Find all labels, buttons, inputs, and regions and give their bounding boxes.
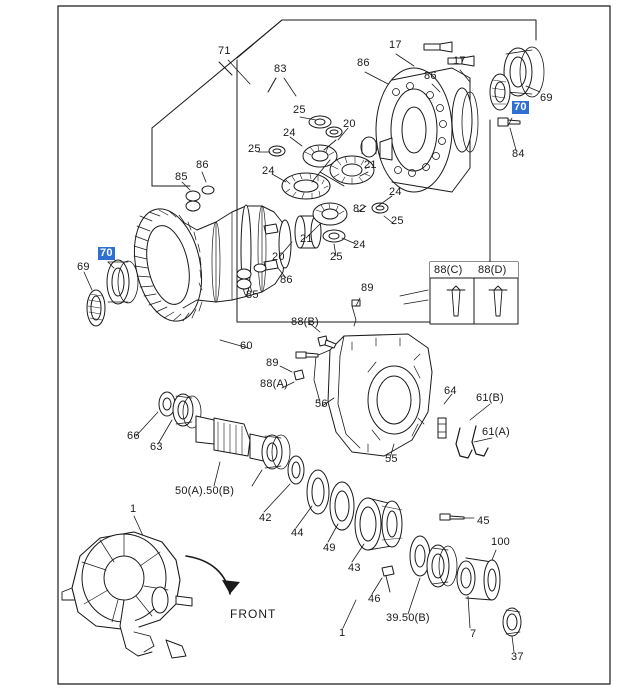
callout-45: 45 (477, 515, 490, 527)
callout-25-a: 25 (293, 104, 306, 116)
callout-61b: 61(B) (476, 392, 504, 404)
callout-55: 55 (385, 453, 398, 465)
callout-20-b: 20 (272, 251, 285, 263)
callout-46: 46 (368, 593, 381, 605)
callout-7: 7 (470, 628, 477, 640)
callout-69-b: 69 (77, 261, 90, 273)
callout-49: 49 (323, 542, 336, 554)
callout-82: 82 (353, 203, 366, 215)
callout-70-b: 70 (100, 247, 113, 259)
callout-89-b: 89 (266, 357, 279, 369)
callout-86-b: 86 (424, 70, 437, 82)
callout-42: 42 (259, 512, 272, 524)
callout-24-c: 24 (389, 186, 402, 198)
callout-86-a: 86 (357, 57, 370, 69)
callout-21-a: 21 (364, 159, 377, 171)
callout-24-a: 24 (283, 127, 296, 139)
front-direction-label: FRONT (230, 607, 277, 621)
callout-17-b: 17 (453, 55, 466, 67)
callout-25-b: 25 (248, 143, 261, 155)
callout-84: 84 (512, 148, 525, 160)
callout-25-c: 25 (391, 215, 404, 227)
callout-83: 83 (274, 63, 287, 75)
callout-88a: 88(A) (260, 378, 288, 390)
callout-25-d: 25 (330, 251, 343, 263)
callout-86-d: 86 (280, 274, 293, 286)
callout-66: 66 (127, 430, 140, 442)
callout-100: 100 (491, 536, 510, 548)
inset-label-88d: 88(D) (478, 264, 507, 276)
callout-1-a: 1 (130, 503, 137, 515)
callout-21-b: 21 (300, 233, 313, 245)
callout-89-a: 89 (361, 282, 374, 294)
callout-37: 37 (511, 651, 524, 663)
callout-17-a: 17 (389, 39, 402, 51)
callout-70-a: 70 (514, 101, 527, 113)
callout-24-d: 24 (353, 239, 366, 251)
callout-85-a: 85 (175, 171, 188, 183)
inset-label-88c: 88(C) (434, 264, 463, 276)
callout-85-b: 85 (246, 289, 259, 301)
callout-44: 44 (291, 527, 304, 539)
callout-60: 60 (240, 340, 253, 352)
callout-71: 71 (218, 45, 231, 57)
callout-64: 64 (444, 385, 457, 397)
callout-61a: 61(A) (482, 426, 510, 438)
callout-56: 56 (315, 398, 328, 410)
callout-69-a: 69 (540, 92, 553, 104)
callout-3950b: 39.50(B) (386, 612, 430, 624)
callout-86-c: 86 (196, 159, 209, 171)
callout-88b: 88(B) (291, 316, 319, 328)
callout-24-b: 24 (262, 165, 275, 177)
callout-1-b: 1 (339, 627, 346, 639)
callout-20-a: 20 (343, 118, 356, 130)
callout-43: 43 (348, 562, 361, 574)
callout-50ab: 50(A).50(B) (175, 485, 235, 497)
callout-63: 63 (150, 441, 163, 453)
